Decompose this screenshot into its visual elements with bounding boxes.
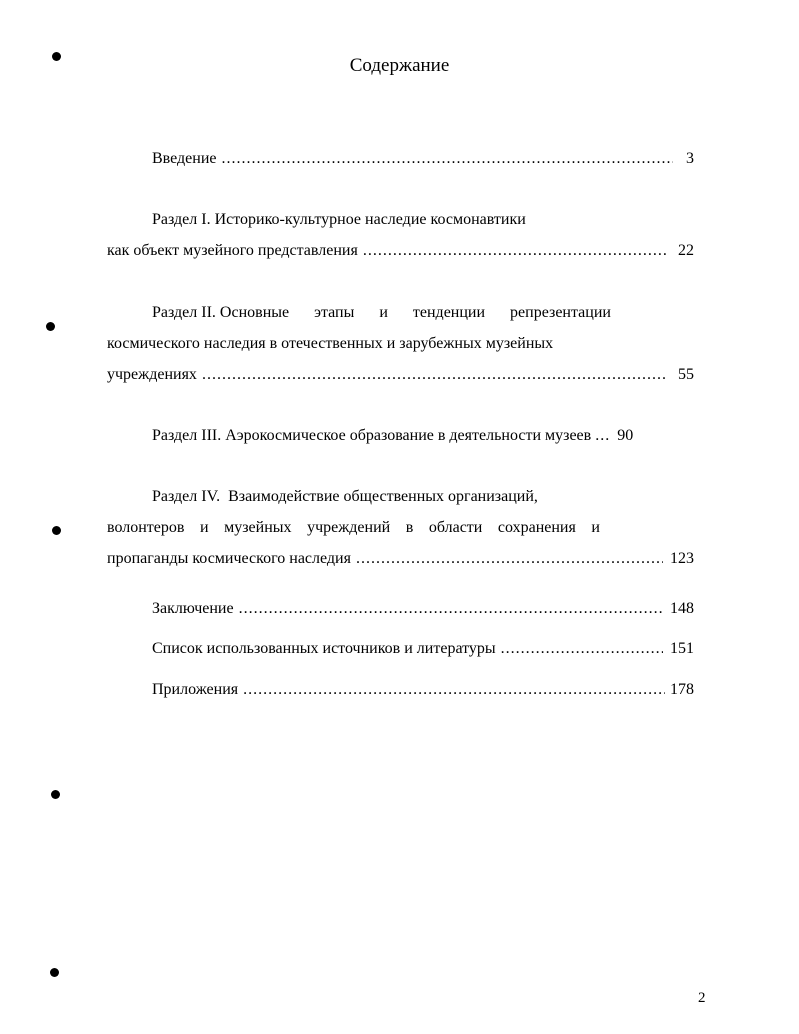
- toc-entry-line: [107, 243, 694, 259]
- toc-entry-label: Приложения: [152, 681, 239, 698]
- punch-hole-mark: [52, 526, 61, 535]
- toc-word: тенденции: [412, 304, 486, 321]
- toc-leader-dots: [363, 243, 667, 259]
- toc-entry-section-3: [152, 428, 694, 444]
- toc-leader-dots: [243, 682, 665, 698]
- toc-entry-line: [107, 551, 694, 567]
- toc-entry-line: [107, 520, 600, 536]
- toc-entry-line: космического наследия в отечественных и зарубежных музейных: [107, 335, 554, 352]
- toc-leader-dots: [356, 551, 663, 567]
- toc-entry-page: 123: [670, 550, 694, 567]
- toc-word: и: [379, 304, 388, 321]
- toc-word: Раздел II. Основные: [152, 304, 290, 321]
- toc-entry-sources: [152, 641, 694, 657]
- toc-entry-page: 178: [670, 681, 694, 698]
- toc-leader-dots: [501, 641, 663, 657]
- toc-word: музейных: [224, 519, 292, 536]
- toc-entry-line: Раздел IV. Взаимодействие общественных организаций,: [152, 488, 538, 505]
- toc-word: области: [428, 519, 483, 536]
- toc-word: этапы: [314, 304, 355, 321]
- toc-word: сохранения: [497, 519, 576, 536]
- toc-word: и: [591, 519, 600, 536]
- toc-entry-page: 151: [670, 640, 694, 657]
- toc-leader-dots: [222, 151, 674, 167]
- toc-entry-label: учреждениях: [107, 366, 197, 383]
- toc-entry-label: Заключение: [152, 600, 234, 617]
- toc-word: учреждений: [307, 519, 391, 536]
- toc-entry-page: 3: [686, 150, 694, 167]
- toc-entry-label: Раздел III. Аэрокосмическое образование в деятельности музеев: [152, 427, 592, 444]
- toc-entry-label: пропаганды космического наследия: [107, 550, 351, 567]
- toc-leader-dots: [239, 601, 663, 617]
- toc-entry-line: Раздел I. Историко-культурное наследие космонавтики: [152, 211, 526, 228]
- toc-entry-line: [152, 305, 611, 321]
- toc-entry-appendix: [152, 682, 694, 698]
- toc-entry-page: 90: [617, 427, 634, 444]
- toc-entry-intro: [152, 151, 694, 167]
- toc-entry-page: 22: [678, 242, 694, 259]
- toc-leader-dots: [202, 367, 667, 383]
- punch-hole-mark: [46, 322, 55, 331]
- toc-word: и: [199, 519, 209, 536]
- toc-entry-line: [107, 367, 694, 383]
- page-number: 2: [698, 990, 706, 1006]
- punch-hole-mark: [50, 968, 59, 977]
- toc-entry-conclusion: [152, 601, 694, 617]
- toc-word: в: [405, 519, 414, 536]
- toc-word: репрезентации: [510, 304, 611, 321]
- toc-entry-label: как объект музейного представления: [107, 242, 358, 259]
- toc-entry-page: 148: [670, 600, 694, 617]
- toc-entry-page: 55: [678, 366, 694, 383]
- toc-word: волонтеров: [107, 519, 185, 536]
- page-title: Содержание: [349, 55, 450, 76]
- toc-entry-label: Введение: [152, 150, 217, 167]
- toc-entry-label: Список использованных источников и литературы: [152, 640, 496, 657]
- toc-leader-dots: [595, 428, 611, 444]
- punch-hole-mark: [51, 790, 60, 799]
